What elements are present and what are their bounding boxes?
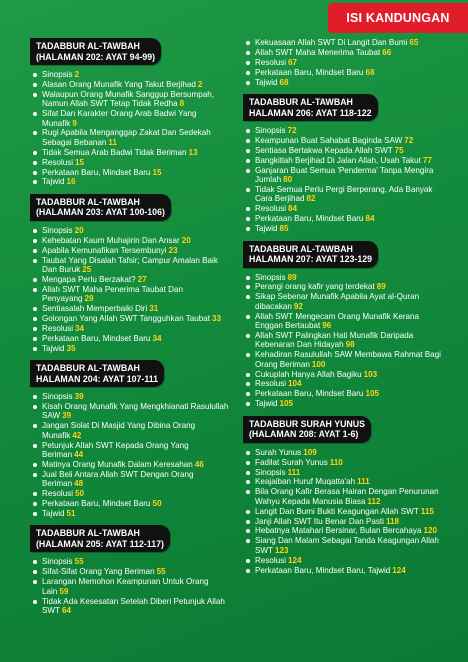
section-heading [30,360,164,387]
toc-entry-page-number: 65 [409,38,419,47]
toc-entry-page-number: 39 [74,392,84,402]
toc-entry[interactable] [30,567,230,576]
toc-entry-page-number: 44 [74,450,84,460]
toc-entry-text: Matinya Orang Munafik Dalam Keresahan [42,460,193,469]
toc-entry-text: Hebatnya Matahari Bersinar, Bulan Bercahaya [255,526,422,536]
toc-entry-text: Tajwid [42,343,65,353]
toc-entry-page-number: 103 [363,369,378,379]
toc-entry[interactable] [243,399,443,408]
toc-entry-page-number: 115 [420,506,434,516]
toc-section [243,416,443,575]
page-title: ISI KANDUNGAN [328,3,468,33]
toc-entry-text: Perkataan Baru, Mindset Baru [255,389,364,399]
toc-entry-text: Janji Allah SWT Itu Benar Dan Pasti [255,516,384,526]
toc-list [30,557,230,615]
toc-entry[interactable] [30,128,230,147]
toc-entry-text: Petunjuk Allah SWT Kepada Orang Yang Beriman [42,440,189,460]
toc-entry[interactable] [30,90,230,109]
toc-entry-page-number: 111 [357,477,370,487]
toc-list [243,273,443,409]
toc-entry-page-number: 2 [74,70,80,79]
toc-entry-page-number: 100 [311,359,326,369]
toc-entry-page-number: 68 [279,77,289,87]
toc-entry[interactable] [243,507,443,516]
toc-entry[interactable] [243,312,443,331]
toc-entry[interactable] [243,214,443,223]
toc-entry-text: Ganjaran Buat Semua 'Penderma' Tanpa Mengira Jumlah [255,165,434,185]
toc-entry-text: Resolusi [42,157,74,167]
toc-entry-page-number: 92 [293,301,303,311]
toc-entry[interactable] [30,460,230,469]
section-heading [243,416,371,443]
toc-list [30,70,230,187]
toc-entry[interactable] [30,70,230,79]
toc-entry-text: Sinopsis [42,557,73,567]
toc-entry-text: Allah SWT Maha Menerima Taubat [255,47,381,57]
toc-entry-page-number: 42 [72,430,82,440]
toc-entry-page-number: 120 [423,526,437,536]
toc-entry[interactable] [30,148,230,157]
section-heading-range: (HALAMAN 203: AYAT 100-106) [36,207,165,218]
toc-entry-page-number: 55 [156,567,166,577]
toc-entry-page-number: 50 [152,499,162,509]
toc-entry-page-number: 80 [283,175,293,185]
toc-entry-page-number: 72 [404,135,414,145]
toc-list [243,126,443,233]
toc-entry-text: Kekuasaan Allah SWT Di Langit Dan Bumi [255,38,408,47]
toc-entry[interactable] [30,402,230,421]
section-heading [243,241,378,268]
toc-entry-page-number: 72 [287,126,297,136]
toc-entry-text: Sifat Dan Karakter Orang Arab Badwi Yang Munafik [42,109,197,128]
toc-entry-text: Tidak Semua Perlu Pergi Berperang, Ada Banyak Cara Berjihad [255,184,433,204]
toc-entry-text: Perkataan Baru, Mindset Baru [42,499,151,509]
toc-entry[interactable] [243,379,443,388]
toc-entry[interactable] [30,177,230,186]
toc-section [243,241,443,409]
toc-entry-page-number: 118 [385,516,400,526]
toc-entry[interactable] [30,246,230,255]
toc-entry-page-number: 124 [392,565,406,575]
section-heading [30,525,170,552]
toc-entry-text: Sinopsis [255,126,286,136]
toc-entry[interactable] [243,389,443,398]
toc-entry[interactable] [243,370,443,379]
toc-entry-text: Rugi Apabila Menganggap Zakat Dan Sedekah Sebagai Bebanan [42,128,211,147]
toc-entry[interactable] [30,158,230,167]
toc-entry[interactable] [30,597,230,616]
toc-entry[interactable] [243,526,443,535]
toc-entry-text: Perkataan Baru, Mindset Baru [42,333,151,343]
toc-entry-page-number: 84 [288,204,298,214]
toc-entry-text: Kisah Orang Munafik Yang Mengkhianati Rasulullah SAW [42,402,229,421]
toc-entry-page-number: 77 [422,155,432,165]
toc-entry[interactable] [30,344,230,353]
toc-entry-page-number: 9 [72,118,77,128]
toc-entry[interactable] [243,146,443,155]
toc-entry-text: Mengapa Perlu Berzakat? [42,274,136,284]
toc-entry-text: Sentiasalah Memperbaiki Diri [42,304,148,314]
toc-entry-page-number: 13 [188,147,198,157]
toc-entry-page-number: 112 [367,496,381,506]
toc-entry-text: Perkataan Baru, Mindset Baru [42,167,151,177]
toc-entry-text: Sinopsis [255,467,286,477]
toc-entry-text: Kehadiran Rasulullah SAW Membawa Rahmat Bagi Orang Beriman [255,350,441,369]
section-heading-title: TADABBUR AL-TAWBAH [249,97,353,108]
toc-entry-text: Tajwid [255,224,278,234]
toc-entry-page-number: 68 [365,67,375,77]
toc-entry-text: Resolusi [255,555,287,565]
toc-entry-text: Keampunan Buat Sahabat Baginda SAW [255,135,403,145]
toc-entry-page-number: 33 [212,314,222,324]
toc-entry[interactable] [243,58,443,67]
toc-entry[interactable] [30,226,230,235]
toc-entry[interactable] [30,470,230,489]
toc-entry-page-number: 96 [322,321,332,331]
toc-entry-page-number: 50 [75,489,85,499]
toc-entry-text: Allah SWT Maha Penerima Taubat Dan Penyayang [42,284,183,304]
toc-entry[interactable] [30,275,230,284]
toc-entry-page-number: 98 [345,340,355,350]
toc-entry-page-number: 46 [194,460,204,469]
toc-entry-text: Sinopsis [42,225,73,235]
toc-entry[interactable] [243,282,443,291]
toc-entry-text: Resolusi [255,379,287,389]
toc-entry-text: Resolusi [255,204,287,214]
toc-section [243,38,443,87]
toc-entry[interactable] [243,536,443,555]
toc-section [30,38,230,187]
toc-list [243,448,443,575]
toc-entry[interactable] [243,477,443,486]
toc-left-column [30,38,230,622]
toc-entry-page-number: 67 [288,57,298,67]
toc-entry-text: Tidak Ada Kesesatan Setelah Diberi Petunjuk Allah SWT [42,596,225,615]
toc-section [30,525,230,615]
toc-entry-page-number: 11 [108,137,117,147]
toc-entry-text: Golongan Yang Allah SWT Tangguhkan Taubat [42,314,210,324]
toc-list [243,38,443,87]
toc-entry[interactable] [30,236,230,245]
toc-entry-text: Alasan Orang Munafik Yang Takut Berjihad [42,79,196,89]
section-heading [30,194,171,221]
toc-entry[interactable] [30,441,230,460]
section-heading-range: HALAMAN 204: AYAT 107-111 [36,373,159,384]
toc-entry-text: Tajwid [42,509,65,519]
section-heading-range: HALAMAN 207: AYAT 123-129 [249,254,373,264]
toc-entry-page-number: 16 [66,177,76,187]
toc-entry-page-number: 29 [84,294,94,304]
section-heading-title: TADABBUR AL-TAWBAH [249,243,353,254]
toc-entry-page-number: 104 [288,379,302,389]
toc-entry-page-number: 123 [274,545,289,555]
toc-entry[interactable] [30,324,230,333]
toc-entry-text: Bila Orang Kafir Berasa Hairan Dengan Penurunan Wahyu Kepada Manusia Biasa [255,487,439,506]
toc-entry[interactable] [30,557,230,566]
toc-entry-text: Siang Dan Malam Sebagai Tanda Keagungan Allah SWT [255,536,439,555]
toc-entry[interactable] [30,168,230,177]
toc-entry-page-number: 124 [288,555,302,565]
section-heading-title: TADABBUR AL-TAWBAH [36,196,140,207]
toc-entry-page-number: 105 [365,389,379,399]
toc-entry[interactable] [243,204,443,213]
toc-entry-page-number: 48 [74,479,84,489]
toc-entry[interactable] [30,80,230,89]
toc-entry-page-number: 20 [74,225,84,235]
toc-entry-text: Perkataan Baru, Mindset Baru [255,67,364,77]
toc-entry-page-number: 23 [168,245,178,255]
toc-entry-page-number: 31 [149,304,159,314]
toc-entry[interactable] [30,285,230,304]
toc-entry-text: Tidak Semua Arab Badwi Tidak Beriman [42,147,187,157]
toc-entry-page-number: 55 [74,557,84,567]
toc-entry-page-number: 109 [303,447,317,457]
toc-entry-text: Fadilat Surah Yunus [255,457,328,467]
toc-entry-text: Perkataan Baru, Mindset Baru, Tajwid [255,565,391,575]
toc-entry-page-number: 105 [279,399,294,409]
toc-entry-text: Perkataan Baru, Mindset Baru [255,214,364,224]
toc-entry-text: Cukuplah Hanya Allah Bagiku [255,369,362,379]
toc-entry[interactable] [243,224,443,233]
toc-entry[interactable] [243,273,443,282]
toc-entry[interactable] [243,166,443,185]
section-heading-title: TADABBUR AL-TAWBAH [36,41,140,51]
toc-entry-text: Surah Yunus [255,447,302,457]
toc-entry-page-number: 34 [75,323,85,333]
toc-entry-text: Jual Beli Antara Allah SWT Dengan Orang Beriman [42,469,194,489]
toc-entry-page-number: 66 [382,47,392,57]
toc-entry[interactable] [243,566,443,575]
toc-entry[interactable] [30,304,230,313]
toc-entry-text: Perangi orang kafir yang terdekat [255,282,375,292]
toc-entry-page-number: 39 [62,411,72,421]
toc-entry-text: Sikap Sebenar Munafik Apabila Ayat al-Quran dibacakan [255,292,420,311]
toc-entry-page-number: 35 [66,343,76,353]
toc-entry-text: Jangan Solat Di Masjid Yang Dibina Orang Munafik [42,421,196,440]
section-heading [243,94,378,121]
toc-entry[interactable] [243,331,443,350]
toc-right-column [243,38,443,582]
toc-entry[interactable] [243,78,443,87]
toc-entry[interactable] [30,421,230,440]
toc-entry-page-number: 75 [394,145,404,155]
toc-entry-text: Langit Dan Bumi Bukti Keagungan Allah SWT [255,506,419,516]
toc-list [30,392,230,518]
toc-section [30,360,230,518]
toc-entry-text: Tajwid [255,77,278,87]
toc-entry-page-number: 25 [82,265,92,274]
toc-entry[interactable] [30,577,230,596]
section-heading-range: HALAMAN 206: AYAT 118-122 [249,107,372,118]
toc-entry[interactable] [243,156,443,165]
toc-entry[interactable] [243,458,443,467]
toc-entry-page-number: 27 [137,274,147,284]
toc-entry[interactable] [30,499,230,508]
section-heading-range: (HALAMAN 205: AYAT 112-117) [36,538,164,549]
toc-entry-text: Sinopsis [255,272,286,282]
toc-entry[interactable] [243,350,443,369]
toc-entry-text: Apabila Kemunafikan Tersembunyi [42,245,167,255]
toc-entry-page-number: 34 [152,333,162,343]
toc-entry-page-number: 20 [181,235,191,245]
toc-entry[interactable] [243,468,443,477]
toc-entry-page-number: 111 [287,467,301,477]
toc-entry-page-number: 82 [306,194,316,204]
section-heading-title: TADABBUR SURAH YUNUS [249,418,365,429]
toc-section [30,194,230,353]
toc-entry[interactable] [30,392,230,401]
toc-entry-page-number: 2 [197,79,203,89]
toc-entry-text: Taubat Yang Disalah Tafsir; Campur Amalan Baik Dan Buruk [42,255,218,274]
toc-list [30,226,230,353]
toc-entry[interactable] [243,48,443,57]
toc-entry[interactable] [243,487,443,506]
toc-entry-text: Keajaiban Huruf Muqatta'ah [255,477,356,487]
toc-entry-text: Kehebatan Kaum Muhajirin Dan Ansar [42,235,180,245]
toc-entry-text: Resolusi [255,57,287,67]
toc-entry-page-number: 64 [61,605,71,615]
section-heading [30,38,161,65]
toc-entry-page-number: 8 [179,99,185,109]
toc-entry-text: Bangkitlah Berjihad Di Jalan Allah, Usah Takut [255,155,421,165]
toc-entry[interactable] [30,509,230,518]
section-heading-title: TADABBUR AL-TAWBAH [36,363,140,374]
toc-entry-text: Larangan Memohon Keampunan Untuk Orang Lain [42,577,209,596]
toc-entry-text: Sentiasa Bertakwa Kepada Allah SWT [255,145,393,155]
toc-entry[interactable] [243,68,443,77]
section-heading-range: (HALAMAN 202: AYAT 94-99) [36,51,156,62]
toc-entry[interactable] [243,126,443,135]
toc-entry[interactable] [30,314,230,323]
toc-entry[interactable] [30,334,230,343]
toc-entry-page-number: 89 [376,282,386,292]
toc-entry-text: Allah SWT Mengecam Orang Munafik Kerana Enggan Bertaubat [255,311,420,331]
toc-entry-text: Sifat-Sifat Orang Yang Beriman [42,567,155,577]
toc-entry[interactable] [243,448,443,457]
toc-entry-text: Walaupun Orang Munafik Sanggup Bersumpah, Namun Allah SWT Tetap Tidak Redha [42,89,215,109]
toc-entry-text: Resolusi [42,489,74,499]
toc-entry-text: Resolusi [42,323,74,333]
toc-entry[interactable] [243,136,443,145]
toc-entry-page-number: 15 [152,167,162,177]
section-heading-range: (HALAMAN 208: AYAT 1-6) [249,429,359,440]
toc-entry-page-number: 89 [287,272,297,282]
toc-entry[interactable] [30,109,230,128]
toc-section [243,94,443,233]
toc-entry[interactable] [243,185,443,204]
section-heading-title: TADABBUR AL-TAWBAH [36,528,140,539]
toc-entry[interactable] [243,517,443,526]
toc-entry[interactable] [243,38,443,47]
toc-entry-text: Allah SWT Palingkan Hati Munafik Daripada Kebenaran Dan Hidayah [255,330,414,350]
toc-entry-page-number: 85 [279,224,289,234]
toc-entry-text: Sinopsis [42,70,73,79]
toc-entry-text: Tajwid [255,399,278,409]
toc-entry[interactable] [243,292,443,311]
toc-entry-page-number: 110 [329,457,343,467]
toc-entry-page-number: 84 [365,214,375,224]
toc-entry-page-number: 51 [66,509,76,519]
toc-entry-text: Sinopsis [42,392,73,402]
toc-entry[interactable] [243,556,443,565]
toc-entry-text: Tajwid [42,177,65,187]
toc-entry[interactable] [30,489,230,498]
toc-entry-page-number: 15 [75,157,85,167]
toc-entry-page-number: 59 [59,586,69,596]
toc-entry[interactable] [30,256,230,275]
